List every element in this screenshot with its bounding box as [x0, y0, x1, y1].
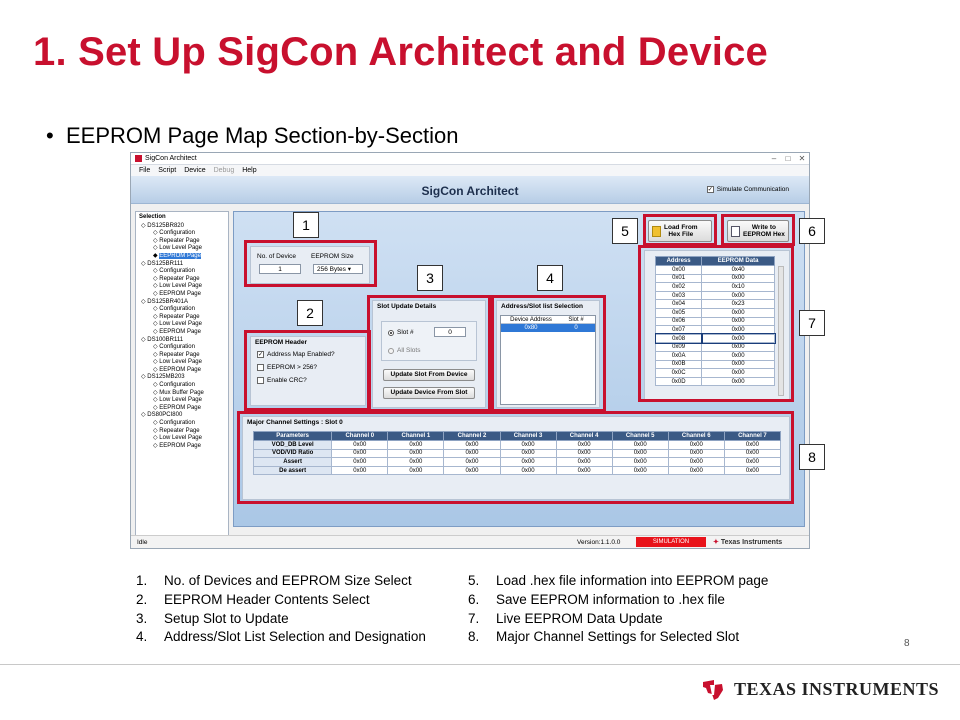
parameter-name-cell: VOD/VID Ratio [254, 449, 332, 458]
channel-value-cell[interactable]: 0x00 [556, 441, 612, 450]
list-item-address: 0x80 [524, 325, 538, 331]
eeprom-address-cell: 0x00 [656, 266, 702, 275]
checkbox-icon[interactable]: ✓ [258, 352, 264, 358]
tree-page-item[interactable] [139, 367, 225, 375]
device-count-label: No. of Device [257, 253, 297, 260]
status-brand-text: Texas Instruments [720, 539, 783, 546]
legend-item [136, 591, 426, 610]
load-button-label: Load From Hex File [664, 224, 698, 238]
eeprom-data-cell[interactable]: 0x00 [702, 291, 775, 300]
channel-value-cell[interactable]: 0x00 [332, 449, 388, 458]
eeprom-data-cell[interactable]: 0x00 [702, 360, 775, 369]
eeprom-data-cell[interactable]: 0x23 [702, 300, 775, 309]
callout-box-5 [643, 214, 717, 246]
tree-page-item[interactable] [139, 428, 225, 436]
channel-value-cell[interactable]: 0x00 [556, 458, 612, 467]
major-column-header: Channel 4 [556, 432, 612, 441]
tree-page-label: EEPROM Page [159, 290, 201, 297]
legend-text: Major Channel Settings for Selected Slot [496, 629, 740, 645]
eeprom-address-cell: 0x09 [656, 343, 702, 352]
tree-page-item[interactable] [139, 283, 225, 291]
channel-value-cell[interactable]: 0x00 [332, 458, 388, 467]
tree-page-icon: ◇ [153, 382, 160, 389]
channel-value-cell[interactable]: 0x00 [668, 466, 724, 475]
legend-item [468, 628, 768, 647]
app-window [130, 152, 816, 549]
eeprom-data-cell[interactable]: 0x10 [702, 283, 775, 292]
tree-page-label: Low Level Page [159, 435, 202, 442]
tree-page-item[interactable] [139, 405, 225, 413]
tree-page-item[interactable] [139, 321, 225, 329]
eeprom-address-cell: 0x06 [656, 317, 702, 326]
legend-number: 8. [468, 629, 480, 645]
simulate-label: Simulate Communication [716, 186, 789, 193]
tree-node-icon: ◇ [141, 374, 148, 381]
eeprom-address-cell: 0x0D [656, 377, 702, 386]
channel-value-cell[interactable]: 0x00 [500, 441, 556, 450]
legend-item [468, 610, 768, 629]
tree-page-item[interactable] [139, 420, 225, 428]
eeprom-data-cell[interactable]: 0x00 [702, 351, 775, 360]
tree-page-item[interactable] [139, 344, 225, 352]
channel-value-cell[interactable]: 0x00 [668, 458, 724, 467]
legend-left [136, 572, 426, 647]
legend-number: 2. [136, 591, 148, 607]
status-brand [713, 538, 782, 546]
tree-node-icon: ◇ [141, 260, 148, 267]
eeprom-address-cell: 0x0C [656, 369, 702, 378]
callout-box-7 [638, 245, 794, 402]
eeprom-data-cell[interactable]: 0x00 [702, 377, 775, 386]
tree-page-label: Low Level Page [159, 359, 202, 366]
legend-text: Setup Slot to Update [164, 610, 289, 626]
parameter-name-cell: De assert [254, 466, 332, 475]
tree-node-icon: ◇ [141, 412, 148, 419]
legend-number: 6. [468, 591, 480, 607]
eeprom-address-cell: 0x0A [656, 351, 702, 360]
channel-value-cell[interactable]: 0x00 [612, 449, 668, 458]
legend-number: 4. [136, 629, 148, 645]
app-banner [131, 176, 809, 204]
bullet-dot: • [46, 123, 54, 148]
tree-page-icon: ◇ [153, 275, 160, 282]
tree-page-icon: ◇ [153, 321, 160, 328]
legend-number: 1. [136, 573, 148, 588]
tree-page-item[interactable] [139, 359, 225, 367]
legend-text: Save EEPROM information to .hex file [496, 591, 725, 607]
tree-device-label: DS100BR111 [147, 336, 184, 343]
major-column-header: Channel 3 [500, 432, 556, 441]
parameter-name-cell: VOD_DB Level [254, 441, 332, 450]
legend-text: Load .hex file information into EEPROM page [496, 573, 769, 588]
channel-value-cell[interactable]: 0x00 [444, 458, 500, 467]
tree-node-icon: ◇ [141, 336, 148, 343]
tree-page-item[interactable] [139, 245, 225, 253]
tree-page-icon: ◇ [153, 397, 160, 404]
tree-page-label: Configuration [159, 344, 195, 351]
bullet-text: EEPROM Page Map Section-by-Section [66, 123, 459, 148]
menubar [131, 165, 809, 176]
write-button-label: Write to EEPROM Hex [743, 224, 785, 238]
tree-page-item[interactable] [139, 268, 225, 276]
device-count-field[interactable]: 1 [259, 264, 301, 274]
eeprom-address-cell: 0x05 [656, 308, 702, 317]
menu-item-script[interactable]: Script [158, 167, 177, 174]
callout-box-2 [244, 330, 371, 411]
status-idle: Idle [137, 539, 148, 546]
channel-value-cell[interactable]: 0x00 [556, 449, 612, 458]
tree-page-item[interactable] [139, 382, 225, 390]
channel-value-cell[interactable]: 0x00 [556, 466, 612, 475]
window-controls [767, 154, 809, 163]
tree-page-icon: ◇ [153, 366, 160, 373]
legend-text: Address/Slot List Selection and Designation [164, 629, 426, 645]
tree-page-label: Low Level Page [159, 245, 202, 252]
tree-page-item[interactable] [139, 443, 225, 451]
channel-value-cell[interactable]: 0x00 [500, 458, 556, 467]
tree-page-label: Repeater Page [159, 351, 200, 358]
tree-page-icon: ◇ [153, 389, 160, 396]
tree-page-item[interactable] [139, 253, 225, 261]
callout-number-7: 7 [799, 310, 825, 336]
legend-text: EEPROM Header Contents Select [164, 591, 370, 607]
channel-value-cell[interactable]: 0x00 [388, 458, 444, 467]
ti-logo-icon [700, 676, 726, 702]
app-icon [135, 155, 142, 162]
tree-page-label: EEPROM Page [159, 404, 201, 411]
channel-value-cell[interactable]: 0x00 [388, 466, 444, 475]
status-simulation-badge: SIMULATION [636, 537, 706, 547]
selection-tree [135, 211, 229, 541]
eeprom-address-cell: 0x03 [656, 291, 702, 300]
tree-device-item[interactable] [139, 374, 225, 382]
eeprom-data-cell[interactable]: 0x00 [702, 343, 775, 352]
tree-page-label: Low Level Page [159, 283, 202, 290]
eeprom-data-cell[interactable]: 0x00 [702, 326, 775, 335]
tree-page-label: Configuration [159, 230, 195, 237]
channel-value-cell[interactable]: 0x00 [444, 449, 500, 458]
tree-device-label: DS80PCI800 [147, 412, 183, 419]
eeprom-column-header: EEPROM Data [702, 257, 775, 266]
legend-text: No. of Devices and EEPROM Size Select [164, 573, 412, 588]
close-icon[interactable]: ✕ [798, 154, 806, 163]
channel-value-cell[interactable]: 0x00 [724, 441, 780, 450]
minimize-icon[interactable]: – [771, 154, 777, 163]
tree-page-icon: ◇ [153, 427, 160, 434]
tree-page-label: Repeater Page [159, 275, 200, 282]
eeprom-data-cell[interactable]: 0x40 [702, 266, 775, 275]
tree-node-icon: ◇ [141, 222, 148, 229]
legend-number: 3. [136, 610, 148, 626]
callout-number-2: 2 [297, 300, 323, 326]
tree-page-item[interactable] [139, 276, 225, 284]
tree-device-label: DS125BR401A [147, 298, 188, 305]
callout-box-4 [491, 295, 606, 412]
simulate-checkbox[interactable] [707, 186, 789, 193]
status-version: Version:1.1.0.0 [577, 539, 621, 546]
address-slot-title: Address/Slot list Selection [501, 303, 583, 310]
major-column-header: Channel 7 [724, 432, 780, 441]
eeprom-size-label: EEPROM Size [311, 253, 354, 260]
parameter-name-cell: Assert [254, 458, 332, 467]
eeprom-data-cell[interactable]: 0x00 [702, 308, 775, 317]
tree-page-icon: ◇ [153, 351, 160, 358]
tree-page-item[interactable] [139, 435, 225, 443]
tree-page-item[interactable] [139, 291, 225, 299]
tree-node-icon: ◇ [141, 298, 148, 305]
legend-number: 5. [468, 573, 480, 588]
tree-page-icon: ◇ [153, 313, 160, 320]
channel-value-cell[interactable]: 0x00 [668, 449, 724, 458]
tree-page-label: Configuration [159, 268, 195, 275]
channel-value-cell[interactable]: 0x00 [444, 441, 500, 450]
page-number: 8 [904, 638, 910, 649]
tree-page-label: EEPROM Page [159, 366, 201, 373]
callout-number-8: 8 [799, 444, 825, 470]
simulate-check-icon[interactable]: ✓ [707, 187, 713, 193]
channel-value-cell[interactable]: 0x00 [724, 466, 780, 475]
callout-box-6 [721, 214, 795, 246]
eeprom-data-cell[interactable]: 0x00 [702, 369, 775, 378]
tree-device-label: DS125MB203 [147, 374, 185, 381]
legend-right [468, 572, 768, 647]
col-slot: Slot # [568, 317, 584, 323]
legend-item [136, 572, 426, 591]
eeprom-data-cell[interactable]: 0x00 [702, 317, 775, 326]
menu-item-file[interactable]: File [139, 167, 151, 174]
major-column-header: Channel 5 [612, 432, 668, 441]
tree-page-item[interactable] [139, 390, 225, 398]
callout-box-1 [244, 240, 377, 287]
callout-number-4: 4 [537, 265, 563, 291]
channel-value-cell[interactable]: 0x00 [612, 466, 668, 475]
chevron-down-icon: ▾ [347, 266, 351, 273]
tree-page-item[interactable] [139, 230, 225, 238]
menu-item-help[interactable]: Help [242, 167, 257, 174]
legend-item [136, 628, 426, 647]
tree-device-label: DS125BR111 [147, 260, 184, 267]
tree-page-item[interactable] [139, 397, 225, 405]
tree-page-icon: ◇ [153, 230, 160, 237]
tree-device-item[interactable] [139, 299, 225, 307]
channel-value-cell[interactable]: 0x00 [332, 466, 388, 475]
tree-page-icon: ◇ [153, 237, 160, 244]
tree-page-label: Mux Buffer Page [159, 389, 204, 396]
slot-option-label: Slot # [397, 329, 414, 336]
tree-page-icon: ◇ [153, 344, 160, 351]
selection-header: Selection [139, 214, 166, 220]
tree-device-label: DS125BR820 [147, 222, 184, 229]
major-column-header: Channel 2 [444, 432, 500, 441]
channel-value-cell[interactable]: 0x00 [612, 441, 668, 450]
channel-value-cell[interactable]: 0x00 [724, 449, 780, 458]
tree-page-label: EEPROM Page [159, 328, 201, 335]
channel-value-cell[interactable]: 0x00 [500, 466, 556, 475]
all-slots-label: All Slots [397, 347, 421, 354]
status-bar [131, 535, 809, 548]
channel-value-cell[interactable]: 0x00 [724, 458, 780, 467]
slide-title: 1. Set Up SigCon Architect and Device [33, 30, 768, 74]
window-titlebar [131, 153, 809, 165]
window-title: SigCon Architect [145, 155, 197, 162]
menu-item-device[interactable]: Device [184, 167, 206, 174]
footer-logo [700, 676, 939, 702]
major-column-header: Parameters [254, 432, 332, 441]
major-column-header: Channel 0 [332, 432, 388, 441]
tree-device-item[interactable] [139, 412, 225, 420]
list-item-slot: 0 [574, 325, 578, 331]
slot-update-title: Slot Update Details [377, 303, 437, 310]
eeprom-header-title: EEPROM Header [255, 339, 308, 346]
footer-brand: TEXAS INSTRUMENTS [734, 678, 940, 699]
menu-item-debug[interactable]: Debug [213, 167, 235, 174]
eeprom-page-panel [233, 211, 816, 527]
update-slot-from-device-button[interactable]: Update Slot From Device [383, 369, 475, 381]
tree-page-label: Repeater Page [159, 313, 200, 320]
major-channel-title: Major Channel Settings : Slot 0 [247, 419, 343, 426]
tree-page-icon: ◇ [153, 268, 160, 275]
callout-number-6: 6 [799, 218, 825, 244]
header-option-label: EEPROM > 256? [267, 364, 318, 371]
channel-value-cell[interactable]: 0x00 [668, 441, 724, 450]
tree-page-item[interactable] [139, 314, 225, 322]
tree-page-label: Configuration [159, 420, 195, 427]
update-device-from-slot-button[interactable]: Update Device From Slot [383, 387, 475, 399]
slide-bullet [46, 123, 459, 149]
header-option-label: Enable CRC? [267, 377, 307, 384]
tree-page-label: Repeater Page [159, 427, 200, 434]
legend-item [136, 610, 426, 629]
channel-value-cell[interactable]: 0x00 [500, 449, 556, 458]
slot-number-input[interactable]: 0 [434, 327, 466, 337]
channel-value-cell[interactable]: 0x00 [388, 449, 444, 458]
eeprom-address-cell: 0x01 [656, 274, 702, 283]
channel-value-cell[interactable]: 0x00 [612, 458, 668, 467]
callout-number-1: 1 [293, 212, 319, 238]
callout-box-8 [237, 411, 794, 504]
channel-value-cell[interactable]: 0x00 [388, 441, 444, 450]
ti-logo-icon: ✦ [713, 539, 719, 546]
callout-number-5: 5 [612, 218, 638, 244]
major-column-header: Channel 6 [668, 432, 724, 441]
tree-page-item[interactable] [139, 329, 225, 337]
callout-box-3 [367, 295, 491, 412]
tree-page-icon: ◇ [153, 290, 160, 297]
tree-page-icon: ◇ [153, 435, 160, 442]
tree-page-label: EEPROM Page [159, 442, 201, 449]
tree-page-icon: ◆ [153, 252, 160, 259]
eeprom-data-cell[interactable]: 0x00 [702, 274, 775, 283]
tree-page-icon: ◇ [153, 359, 160, 366]
tree-device-item[interactable] [139, 261, 225, 269]
maximize-icon[interactable]: □ [785, 154, 791, 163]
tree-page-label: Configuration [159, 306, 195, 313]
tree-page-icon: ◇ [153, 283, 160, 290]
eeprom-data-cell[interactable]: 0x00 [702, 334, 775, 343]
header-option-label: Address Map Enabled? [267, 351, 335, 358]
legend-number: 7. [468, 610, 480, 626]
channel-value-cell[interactable]: 0x00 [444, 466, 500, 475]
eeprom-address-cell: 0x0B [656, 360, 702, 369]
tree-page-item[interactable] [139, 238, 225, 246]
eeprom-address-cell: 0x08 [656, 334, 702, 343]
tree-page-icon: ◇ [153, 306, 160, 313]
legend-text: Live EEPROM Data Update [496, 610, 663, 626]
eeprom-address-cell: 0x07 [656, 326, 702, 335]
tree-page-item[interactable] [139, 352, 225, 360]
tree-page-label: Low Level Page [159, 321, 202, 328]
legend-item [468, 591, 768, 610]
major-column-header: Channel 1 [388, 432, 444, 441]
tree-page-label: Repeater Page [159, 237, 200, 244]
tree-device-item[interactable] [139, 223, 225, 231]
eeprom-size-value: 256 Bytes [317, 266, 346, 273]
eeprom-address-cell: 0x04 [656, 300, 702, 309]
tree-device-item[interactable] [139, 337, 225, 345]
channel-value-cell[interactable]: 0x00 [332, 441, 388, 450]
tree-page-label: EEPROM Page [159, 252, 201, 259]
tree-page-icon: ◇ [153, 442, 160, 449]
tree-page-label: Configuration [159, 382, 195, 389]
tree-page-label: Low Level Page [159, 397, 202, 404]
callout-number-3: 3 [417, 265, 443, 291]
banner-title: SigCon Architect [421, 184, 519, 198]
tree-page-icon: ◇ [153, 404, 160, 411]
tree-page-item[interactable] [139, 306, 225, 314]
eeprom-address-cell: 0x02 [656, 283, 702, 292]
legend-item [468, 572, 768, 591]
tree-page-icon: ◇ [153, 420, 160, 427]
tree-page-icon: ◇ [153, 328, 160, 335]
eeprom-column-header: Address [656, 257, 702, 266]
tree-page-icon: ◇ [153, 245, 160, 252]
col-device-address: Device Address [510, 317, 552, 323]
